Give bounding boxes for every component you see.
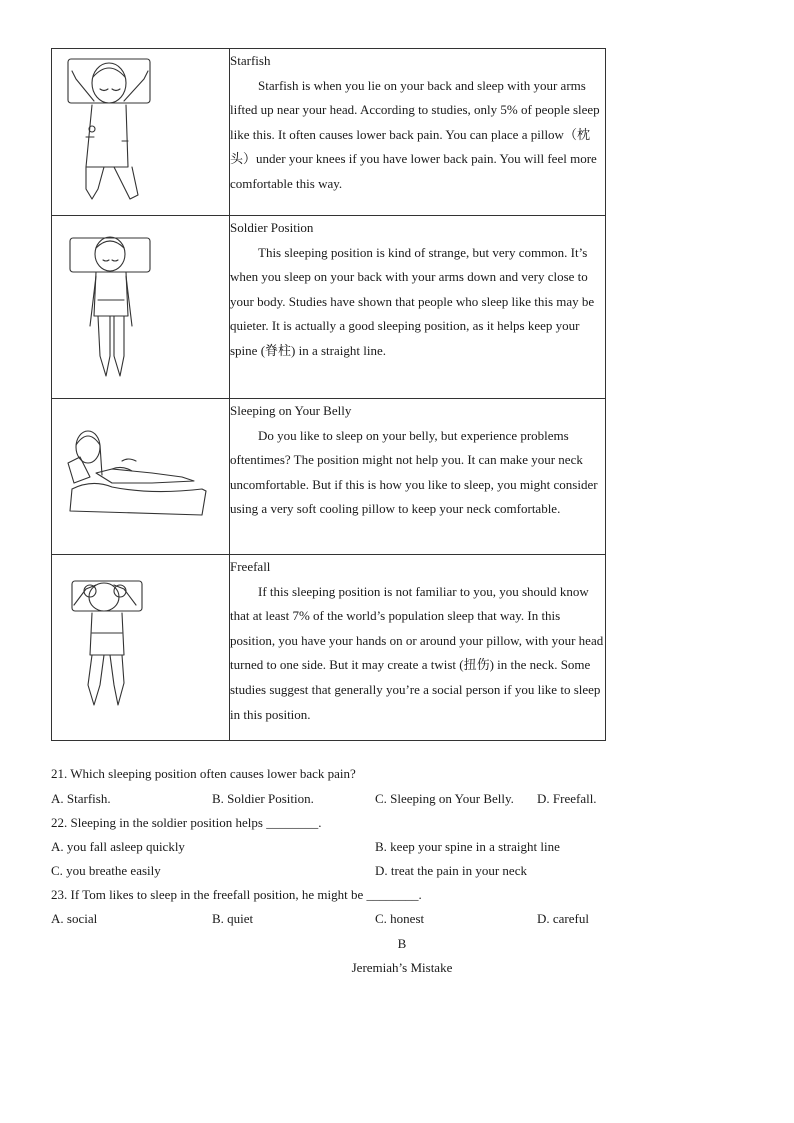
soldier-position-title: Soldier Position	[230, 220, 314, 235]
freefall-cell	[230, 555, 606, 741]
sleeping-positions-table	[51, 48, 606, 741]
belly-sleeping-description: Do you like to sleep on your belly, but experience problems oftentimes? The position might not help you. It can make your neck uncomfortable. But if this is how you like to sleep, you might consider using a very soft cooling pillow to keep your neck comfortable.	[230, 427, 598, 517]
table-row	[52, 216, 606, 399]
starfish-illustration	[52, 49, 230, 216]
question-21-option-a: A. Starfish.	[51, 791, 111, 806]
section-letter: B	[397, 936, 407, 951]
question-22-option-c: C. you breathe easily	[51, 863, 161, 878]
belly-sleeping-cell	[230, 399, 606, 555]
soldier-position-cell	[230, 216, 606, 399]
question-21-stem: 21. Which sleeping position often causes lower back pain?	[51, 766, 356, 781]
table-row	[52, 49, 606, 216]
question-21-option-d: D. Freefall.	[537, 791, 597, 806]
freefall-description: If this sleeping position is not familiar to you, you should know that at least 7% of the world’s population sleep that way. In this position, you have your hands on or around your pillow, with your head turned to one side. But it may create a twist (扭伤) in the neck. Some studies suggest that generally you’re a social person if you like to sleep in this position.	[230, 583, 604, 722]
question-23-option-a: A. social	[51, 911, 98, 926]
question-21-option-b: B. Soldier Position.	[212, 791, 314, 806]
question-23-option-b: B. quiet	[212, 911, 254, 926]
belly-sleeping-title: Sleeping on Your Belly	[230, 403, 352, 418]
starfish-description: Starfish is when you lie on your back and sleep with your arms lifted up near your head. According to studies, only 5% of people sleep like this. It often causes lower back pain. You can place a pillow（枕头）under your knees if you have lower back pain. You will feel more comfortable this way.	[230, 77, 600, 191]
soldier-position-description: This sleeping position is kind of strange, but very common. It’s when you sleep on your back with your arms down and very close to your body. Studies have shown that people who sleep like this may be quieter. It is actually a good sleeping position, as it helps keep your spine (脊柱) in a straight line.	[230, 244, 595, 358]
question-22-option-d: D. treat the pain in your neck	[375, 863, 527, 878]
question-21-option-c: C. Sleeping on Your Belly.	[375, 791, 514, 806]
question-23-stem: 23. If Tom likes to sleep in the freefall position, he might be ________.	[51, 887, 422, 902]
question-23-option-d: D. careful	[537, 911, 589, 926]
section-title: Jeremiah’s Mistake	[351, 960, 453, 975]
question-22-option-b: B. keep your spine in a straight line	[375, 839, 560, 854]
belly-sleeping-illustration	[52, 399, 230, 555]
freefall-illustration	[52, 555, 230, 741]
question-22-stem: 22. Sleeping in the soldier position helps ________.	[51, 815, 322, 830]
table-row	[52, 399, 606, 555]
question-22-option-a: A. you fall asleep quickly	[51, 839, 185, 854]
starfish-title: Starfish	[230, 53, 271, 68]
starfish-cell	[230, 49, 606, 216]
freefall-title: Freefall	[230, 559, 271, 574]
soldier-position-illustration	[52, 216, 230, 399]
question-23-option-c: C. honest	[375, 911, 425, 926]
table-row	[52, 555, 606, 741]
